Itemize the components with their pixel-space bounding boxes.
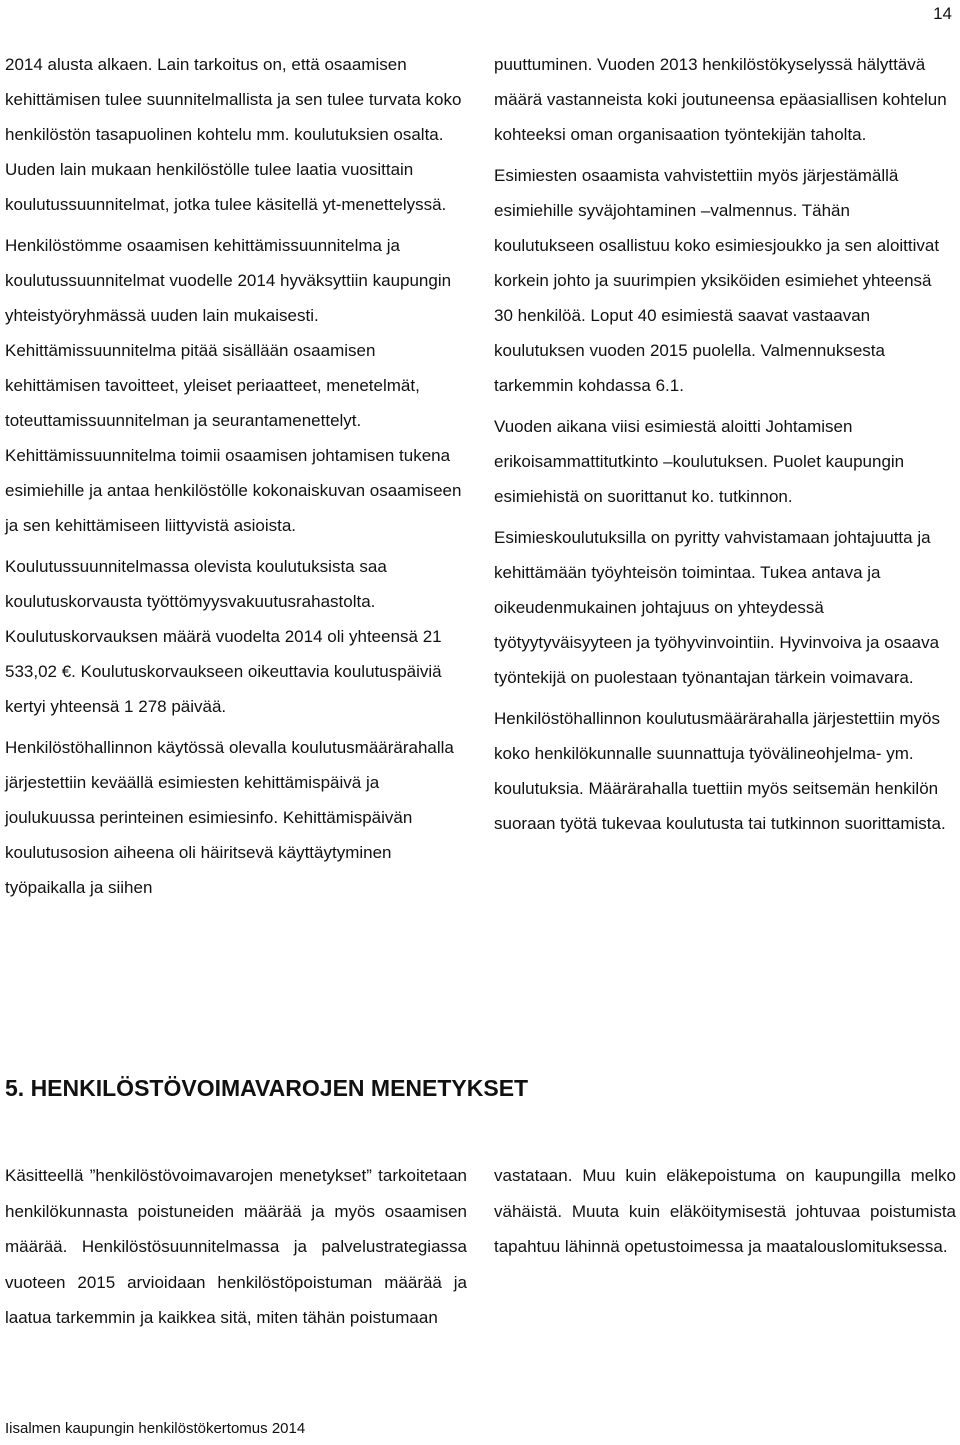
page-number: 14	[933, 4, 952, 23]
left-paragraph: Henkilöstöhallinnon käytössä olevalla koulutusmäärärahalla järjestettiin keväällä esimiesten kehittämispäivä ja joulukuussa perinteinen esimiesinfo. Kehittämispäivän koulutusosion aiheena oli häiritsevä käyttäytyminen työpaikalla ja siihen	[5, 738, 454, 897]
left-paragraph: 2014 alusta alkaen. Lain tarkoitus on, että osaamisen kehittämisen tulee suunnitelmallista ja sen tulee turvata koko henkilöstön tasapuolinen kohtelu mm. koulutuksien osalta. Uuden lain mukaan henkilöstölle tulee laatia vuosittain koulutussuunnitelmat, jotka tulee käsitellä yt-menettelyssä.	[5, 55, 462, 214]
right-text-column	[494, 47, 954, 841]
section-left-paragraph: Käsitteellä ”henkilöstövoimavarojen menetykset” tarkoitetaan henkilökunnasta poistuneiden määrää ja myös osaamisen määrää. Henkilöstösuunnitelmassa ja palvelustrategiassa vuoteen 2015 arvioidaan henkilöstöpoistuman määrää ja laatua tarkemmin ja kaikkea sitä, miten tähän poistumaan	[5, 1166, 467, 1327]
right-paragraph: Esimiesten osaamista vahvistettiin myös järjestämällä esimiehille syväjohtaminen –valmennus. Tähän koulutukseen osallistuu koko esimiesjoukko ja sen aloittivat korkein johto ja suurimpien yksiköiden esimiehet yhteensä 30 henkilöä. Loput 40 esimiestä saavat vastaavan koulutuksen vuoden 2015 puolella. Valmennuksesta tarkemmin kohdassa 6.1.	[494, 166, 940, 395]
right-paragraph: Henkilöstöhallinnon koulutusmäärärahalla järjestettiin myös koko henkilökunnalle suunnattuja työvälineohjelma- ym. koulutuksia. Määrärahalla tuettiin myös seitsemän henkilön suoraan työtä tukevaa koulutusta tai tutkinnon suorittamista.	[494, 709, 946, 833]
left-text-column	[5, 47, 467, 905]
page-footer: Iisalmen kaupungin henkilöstökertomus 2014	[5, 1420, 306, 1437]
right-paragraph: puuttuminen. Vuoden 2013 henkilöstökyselyssä hälyttävä määrä vastanneista koki joutuneensa epäasiallisen kohtelun kohteeksi oman organisaation työntekijän taholta.	[494, 55, 947, 144]
section-right-paragraph: vastataan. Muu kuin eläkepoistuma on kaupungilla melko vähäistä. Muuta kuin eläköitymisestä johtuvaa poistumista tapahtuu lähinnä opetustoimessa ja maatalouslomituksessa.	[494, 1166, 956, 1256]
right-paragraph: Vuoden aikana viisi esimiestä aloitti Johtamisen erikoisammattitutkinto –koulutuksen. Puolet kaupungin esimiehistä on suorittanut ko. tutkinnon.	[494, 417, 905, 506]
left-paragraph: Henkilöstömme osaamisen kehittämissuunnitelma ja koulutussuunnitelmat vuodelle 2014 hyväksyttiin kaupungin yhteistyöryhmässä uuden lain mukaisesti. Kehittämissuunnitelma pitää sisällään osaamisen kehittämisen tavoitteet, yleiset periaatteet, menetelmät, toteuttamissuunnitelman ja seurantamenettelyt. Kehittämissuunnitelma toimii osaamisen johtamisen tukena esimiehille ja antaa henkilöstölle kokonaiskuvan osaamiseen ja sen kehittämiseen liittyvistä asioista.	[5, 236, 462, 535]
section-heading: 5. HENKILÖSTÖVOIMAVAROJEN MENETYKSET	[5, 1075, 529, 1101]
left-paragraph: Koulutussuunnitelmassa olevista koulutuksista saa koulutuskorvausta työttömyysvakuutusrahastolta. Koulutuskorvauksen määrä vuodelta 2014 oli yhteensä 21 533,02 €. Koulutuskorvaukseen oikeuttavia koulutuspäiviä kertyi yhteensä 1 278 päivää.	[5, 557, 442, 716]
right-paragraph: Esimieskoulutuksilla on pyritty vahvistamaan johtajuutta ja kehittämään työyhteisön toimintaa. Tukea antava ja oikeudenmukainen johtajuus on yhteydessä työtyytyväisyyteen ja työhyvinvointiin. Hyvinvoiva ja osaava työntekijä on puolestaan työnantajan tärkein voimavara.	[494, 528, 940, 687]
